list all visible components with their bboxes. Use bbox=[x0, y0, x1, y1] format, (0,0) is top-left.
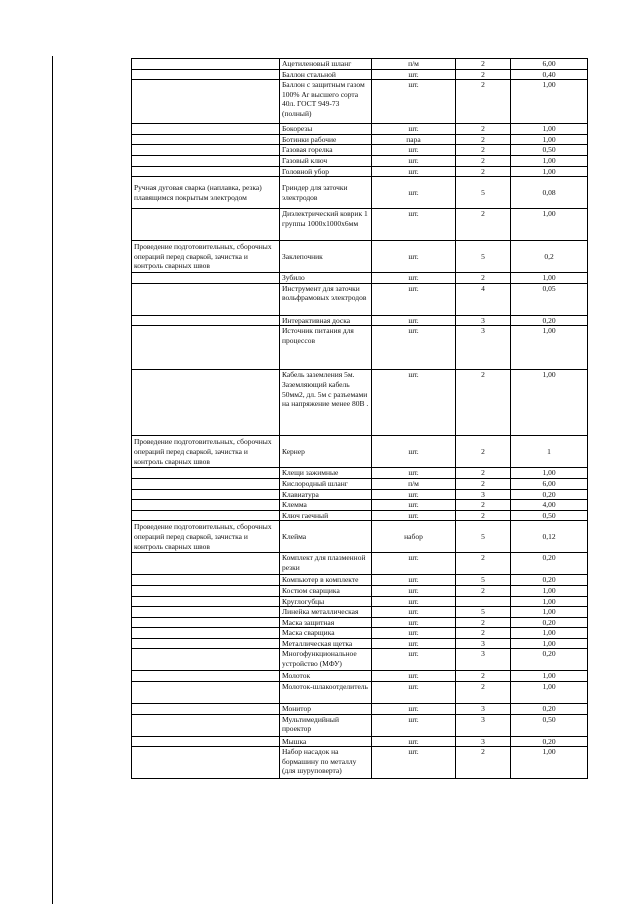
quantity-cell: 3 bbox=[456, 638, 511, 649]
coefficient-cell: 0,08 bbox=[511, 177, 588, 209]
unit-cell: п/м bbox=[372, 59, 456, 70]
coefficient-cell: 0,20 bbox=[511, 617, 588, 628]
unit-cell: шт. bbox=[372, 510, 456, 521]
table-row bbox=[132, 209, 588, 241]
table-row bbox=[132, 747, 588, 779]
process-cell bbox=[132, 617, 280, 628]
coefficient-cell: 1,00 bbox=[511, 124, 588, 135]
quantity-cell: 2 bbox=[456, 80, 511, 124]
process-cell bbox=[132, 649, 280, 671]
unit-cell: шт. bbox=[372, 80, 456, 124]
table-row bbox=[132, 436, 588, 468]
coefficient-cell: 1,00 bbox=[511, 671, 588, 682]
process-cell bbox=[132, 714, 280, 736]
unit-cell: шт. bbox=[372, 500, 456, 511]
unit-cell: шт. bbox=[372, 736, 456, 747]
name-cell: Источник питания для процессов bbox=[280, 326, 372, 370]
process-cell bbox=[132, 124, 280, 135]
quantity-cell bbox=[456, 596, 511, 607]
coefficient-cell: 0,20 bbox=[511, 553, 588, 575]
table-row bbox=[132, 671, 588, 682]
name-cell: Молоток bbox=[280, 671, 372, 682]
quantity-cell: 3 bbox=[456, 714, 511, 736]
coefficient-cell: 1,00 bbox=[511, 134, 588, 145]
table-row bbox=[132, 155, 588, 166]
coefficient-cell: 1,00 bbox=[511, 585, 588, 596]
process-cell bbox=[132, 370, 280, 436]
unit-cell: шт. bbox=[372, 553, 456, 575]
unit-cell: шт. bbox=[372, 315, 456, 326]
unit-cell: шт. bbox=[372, 704, 456, 715]
table-row bbox=[132, 585, 588, 596]
unit-cell: шт. bbox=[372, 649, 456, 671]
coefficient-cell: 0,12 bbox=[511, 521, 588, 553]
table-row bbox=[132, 510, 588, 521]
quantity-cell: 5 bbox=[456, 575, 511, 586]
coefficient-cell: 0,20 bbox=[511, 704, 588, 715]
name-cell: Баллон с защитным газом 100% Ar высшего сорта 40л. ГОСТ 949-73 (полный) bbox=[280, 80, 372, 124]
quantity-cell: 2 bbox=[456, 747, 511, 779]
unit-cell: шт. bbox=[372, 682, 456, 704]
process-cell bbox=[132, 80, 280, 124]
table-row bbox=[132, 736, 588, 747]
unit-cell: шт. bbox=[372, 628, 456, 639]
table-row bbox=[132, 553, 588, 575]
coefficient-cell: 0,2 bbox=[511, 241, 588, 273]
process-cell bbox=[132, 69, 280, 80]
coefficient-cell: 1,00 bbox=[511, 468, 588, 479]
process-cell bbox=[132, 155, 280, 166]
unit-cell: шт. bbox=[372, 638, 456, 649]
table-row bbox=[132, 370, 588, 436]
table-row bbox=[132, 273, 588, 284]
unit-cell: шт. bbox=[372, 241, 456, 273]
process-cell bbox=[132, 671, 280, 682]
process-cell bbox=[132, 575, 280, 586]
unit-cell: шт. bbox=[372, 273, 456, 284]
table-row bbox=[132, 617, 588, 628]
name-cell: Ботинки рабочие bbox=[280, 134, 372, 145]
table-row bbox=[132, 714, 588, 736]
process-cell bbox=[132, 736, 280, 747]
table-row bbox=[132, 628, 588, 639]
coefficient-cell: 4,00 bbox=[511, 500, 588, 511]
name-cell: Костюм сварщика bbox=[280, 585, 372, 596]
process-cell bbox=[132, 585, 280, 596]
unit-cell: шт. bbox=[372, 575, 456, 586]
process-cell bbox=[132, 596, 280, 607]
unit-cell: шт. bbox=[372, 436, 456, 468]
coefficient-cell: 6,00 bbox=[511, 59, 588, 70]
unit-cell: п/м bbox=[372, 478, 456, 489]
coefficient-cell: 1,00 bbox=[511, 80, 588, 124]
coefficient-cell: 0,50 bbox=[511, 510, 588, 521]
coefficient-cell: 1,00 bbox=[511, 607, 588, 618]
name-cell: Клемма bbox=[280, 500, 372, 511]
quantity-cell: 2 bbox=[456, 628, 511, 639]
process-cell bbox=[132, 682, 280, 704]
coefficient-cell: 1,00 bbox=[511, 326, 588, 370]
name-cell: Диэлектрический коврик 1 группы 1000х1000х6мм bbox=[280, 209, 372, 241]
unit-cell: шт. bbox=[372, 326, 456, 370]
unit-cell: шт. bbox=[372, 468, 456, 479]
process-cell bbox=[132, 468, 280, 479]
table-row bbox=[132, 607, 588, 618]
name-cell: Линейка металлическая bbox=[280, 607, 372, 618]
quantity-cell: 2 bbox=[456, 145, 511, 156]
table-row bbox=[132, 326, 588, 370]
name-cell: Кернер bbox=[280, 436, 372, 468]
coefficient-cell: 0,20 bbox=[511, 649, 588, 671]
quantity-cell: 2 bbox=[456, 436, 511, 468]
process-cell bbox=[132, 283, 280, 315]
unit-cell: шт. bbox=[372, 489, 456, 500]
quantity-cell: 4 bbox=[456, 283, 511, 315]
coefficient-cell: 1,00 bbox=[511, 155, 588, 166]
name-cell: Заклепочник bbox=[280, 241, 372, 273]
coefficient-cell: 1,00 bbox=[511, 166, 588, 177]
quantity-cell: 5 bbox=[456, 521, 511, 553]
unit-cell: шт. bbox=[372, 596, 456, 607]
quantity-cell: 5 bbox=[456, 607, 511, 618]
name-cell: Клавиатура bbox=[280, 489, 372, 500]
table-row bbox=[132, 166, 588, 177]
process-cell bbox=[132, 607, 280, 618]
name-cell: Газовый ключ bbox=[280, 155, 372, 166]
table-row bbox=[132, 638, 588, 649]
name-cell: Газовая горелка bbox=[280, 145, 372, 156]
name-cell: Мышка bbox=[280, 736, 372, 747]
unit-cell: шт. bbox=[372, 166, 456, 177]
table-row bbox=[132, 704, 588, 715]
quantity-cell: 5 bbox=[456, 177, 511, 209]
process-cell bbox=[132, 134, 280, 145]
process-cell: Проведение подготовительных, сборочных операций перед сваркой, зачистка и контроль сварных швов bbox=[132, 241, 280, 273]
table-row bbox=[132, 134, 588, 145]
name-cell: Молоток-шлакоотделитель bbox=[280, 682, 372, 704]
table-row bbox=[132, 468, 588, 479]
table-row bbox=[132, 596, 588, 607]
name-cell: Кабель заземления 5м. Заземляющий кабель 50мм2, дл. 5м с разъемами на напряжение менее 80В . bbox=[280, 370, 372, 436]
quantity-cell: 2 bbox=[456, 468, 511, 479]
quantity-cell: 2 bbox=[456, 273, 511, 284]
coefficient-cell: 1,00 bbox=[511, 747, 588, 779]
name-cell: Бокорезы bbox=[280, 124, 372, 135]
coefficient-cell: 0,05 bbox=[511, 283, 588, 315]
process-cell bbox=[132, 478, 280, 489]
name-cell: Ключ гаечный bbox=[280, 510, 372, 521]
quantity-cell: 2 bbox=[456, 617, 511, 628]
unit-cell: пара bbox=[372, 134, 456, 145]
coefficient-cell: 1 bbox=[511, 436, 588, 468]
quantity-cell: 2 bbox=[456, 510, 511, 521]
table-row bbox=[132, 478, 588, 489]
coefficient-cell: 0,50 bbox=[511, 714, 588, 736]
process-cell bbox=[132, 510, 280, 521]
coefficient-cell: 0,20 bbox=[511, 489, 588, 500]
unit-cell: шт. bbox=[372, 714, 456, 736]
quantity-cell: 2 bbox=[456, 585, 511, 596]
process-cell bbox=[132, 704, 280, 715]
name-cell: Мультимедийный проектор bbox=[280, 714, 372, 736]
unit-cell: шт. bbox=[372, 617, 456, 628]
process-cell bbox=[132, 638, 280, 649]
left-margin-rule bbox=[52, 56, 53, 904]
coefficient-cell: 0,50 bbox=[511, 145, 588, 156]
coefficient-cell: 0,20 bbox=[511, 315, 588, 326]
quantity-cell: 3 bbox=[456, 649, 511, 671]
name-cell: Клещи зажимные bbox=[280, 468, 372, 479]
unit-cell: шт. bbox=[372, 145, 456, 156]
table-row bbox=[132, 649, 588, 671]
process-cell bbox=[132, 747, 280, 779]
process-cell bbox=[132, 273, 280, 284]
quantity-cell: 2 bbox=[456, 500, 511, 511]
name-cell: Клейма bbox=[280, 521, 372, 553]
table-row bbox=[132, 145, 588, 156]
coefficient-cell: 0,20 bbox=[511, 575, 588, 586]
name-cell: Головной убор bbox=[280, 166, 372, 177]
unit-cell: шт. bbox=[372, 370, 456, 436]
name-cell: Набор насадок на бормашину по металлу (для шуруповерта) bbox=[280, 747, 372, 779]
name-cell: Маска сварщика bbox=[280, 628, 372, 639]
process-cell bbox=[132, 209, 280, 241]
table-row bbox=[132, 80, 588, 124]
quantity-cell: 2 bbox=[456, 59, 511, 70]
table-row bbox=[132, 315, 588, 326]
quantity-cell: 3 bbox=[456, 704, 511, 715]
unit-cell: шт. bbox=[372, 671, 456, 682]
quantity-cell: 2 bbox=[456, 370, 511, 436]
unit-cell: шт. bbox=[372, 607, 456, 618]
name-cell: Ацетиленовый шланг bbox=[280, 59, 372, 70]
coefficient-cell: 1,00 bbox=[511, 209, 588, 241]
unit-cell: шт. bbox=[372, 124, 456, 135]
process-cell bbox=[132, 166, 280, 177]
process-cell: Ручная дуговая сварка (наплавка, резка) плавящимся покрытым электродом bbox=[132, 177, 280, 209]
unit-cell: шт. bbox=[372, 69, 456, 80]
process-cell bbox=[132, 489, 280, 500]
name-cell: Компьютер в комплекте bbox=[280, 575, 372, 586]
quantity-cell: 2 bbox=[456, 124, 511, 135]
quantity-cell: 5 bbox=[456, 241, 511, 273]
table-row bbox=[132, 177, 588, 209]
name-cell: Металлическая щетка bbox=[280, 638, 372, 649]
table-row bbox=[132, 575, 588, 586]
coefficient-cell: 1,00 bbox=[511, 273, 588, 284]
quantity-cell: 3 bbox=[456, 326, 511, 370]
quantity-cell: 2 bbox=[456, 69, 511, 80]
quantity-cell: 3 bbox=[456, 489, 511, 500]
name-cell: Баллон стальной bbox=[280, 69, 372, 80]
quantity-cell: 2 bbox=[456, 682, 511, 704]
coefficient-cell: 0,40 bbox=[511, 69, 588, 80]
name-cell: Гриндер для заточки электродов bbox=[280, 177, 372, 209]
coefficient-cell: 1,00 bbox=[511, 638, 588, 649]
process-cell bbox=[132, 145, 280, 156]
equipment-table-body bbox=[132, 59, 588, 779]
quantity-cell: 3 bbox=[456, 315, 511, 326]
unit-cell: шт. bbox=[372, 155, 456, 166]
table-row bbox=[132, 69, 588, 80]
name-cell: Монитор bbox=[280, 704, 372, 715]
quantity-cell: 2 bbox=[456, 155, 511, 166]
table-row bbox=[132, 283, 588, 315]
quantity-cell: 2 bbox=[456, 671, 511, 682]
name-cell: Кислородный шланг bbox=[280, 478, 372, 489]
coefficient-cell: 1,00 bbox=[511, 682, 588, 704]
table-row bbox=[132, 59, 588, 70]
name-cell: Многофункциональное устройство (МФУ) bbox=[280, 649, 372, 671]
name-cell: Интерактивная доска bbox=[280, 315, 372, 326]
table-row bbox=[132, 489, 588, 500]
unit-cell: шт. bbox=[372, 585, 456, 596]
process-cell bbox=[132, 315, 280, 326]
coefficient-cell: 1,00 bbox=[511, 628, 588, 639]
table-row bbox=[132, 521, 588, 553]
coefficient-cell: 1,00 bbox=[511, 370, 588, 436]
process-cell bbox=[132, 628, 280, 639]
unit-cell: набор bbox=[372, 521, 456, 553]
name-cell: Круглогубцы bbox=[280, 596, 372, 607]
quantity-cell: 2 bbox=[456, 166, 511, 177]
quantity-cell: 2 bbox=[456, 553, 511, 575]
coefficient-cell: 1,00 bbox=[511, 596, 588, 607]
quantity-cell: 2 bbox=[456, 209, 511, 241]
unit-cell: шт. bbox=[372, 283, 456, 315]
table-row bbox=[132, 241, 588, 273]
process-cell: Проведение подготовительных, сборочных операций перед сваркой, зачистка и контроль сварных швов bbox=[132, 521, 280, 553]
unit-cell: шт. bbox=[372, 747, 456, 779]
table-row bbox=[132, 500, 588, 511]
process-cell: Проведение подготовительных, сборочных операций перед сваркой, зачистка и контроль сварных швов bbox=[132, 436, 280, 468]
unit-cell: шт. bbox=[372, 177, 456, 209]
name-cell: Маска защитная bbox=[280, 617, 372, 628]
process-cell bbox=[132, 553, 280, 575]
process-cell bbox=[132, 59, 280, 70]
name-cell: Комплект для плазменной резки bbox=[280, 553, 372, 575]
process-cell bbox=[132, 326, 280, 370]
process-cell bbox=[132, 500, 280, 511]
unit-cell: шт. bbox=[372, 209, 456, 241]
name-cell: Зубило bbox=[280, 273, 372, 284]
quantity-cell: 2 bbox=[456, 478, 511, 489]
coefficient-cell: 0,20 bbox=[511, 736, 588, 747]
equipment-table bbox=[131, 58, 588, 779]
coefficient-cell: 6,00 bbox=[511, 478, 588, 489]
table-row bbox=[132, 682, 588, 704]
quantity-cell: 3 bbox=[456, 736, 511, 747]
table-row bbox=[132, 124, 588, 135]
name-cell: Инструмент для заточки вольфрамовых электродов bbox=[280, 283, 372, 315]
quantity-cell: 2 bbox=[456, 134, 511, 145]
